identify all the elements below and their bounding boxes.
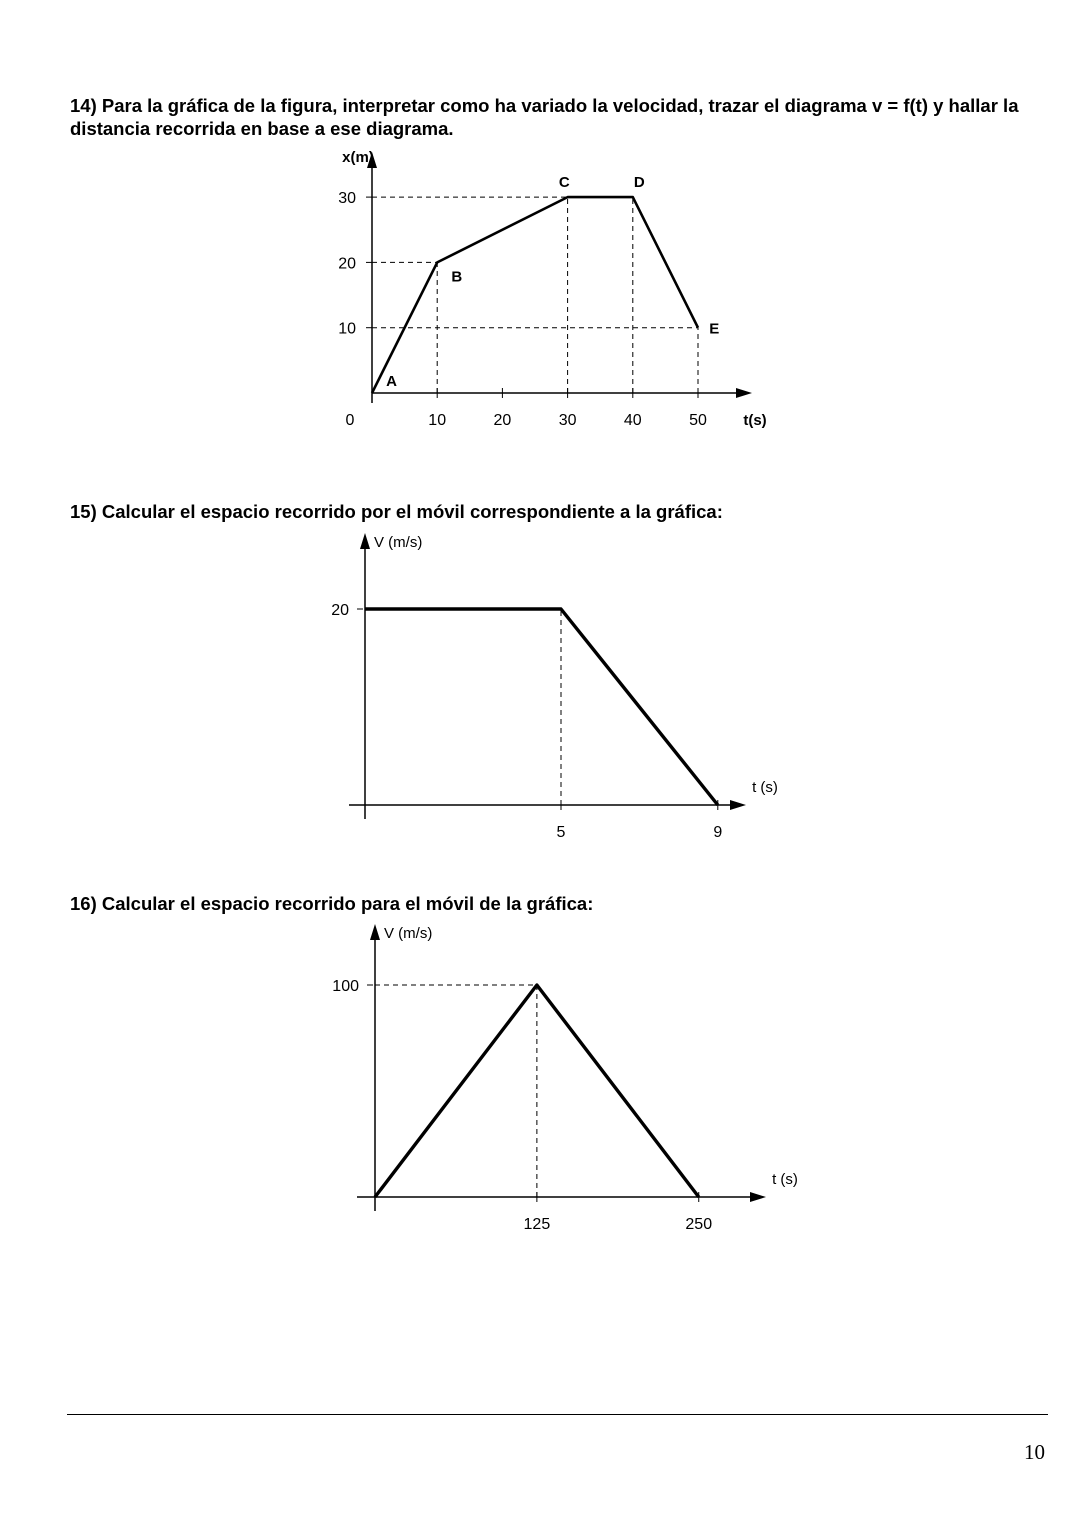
y-tick-label: 10 [338,320,356,338]
problem-16-statement: 16) Calcular el espacio recorrido para el móvil de la gráfica: [70,893,594,914]
y-axis-label: x(m) [342,149,374,166]
x-tick-label: 20 [493,412,512,429]
y-tick-label: 30 [338,190,356,208]
x-tick-label: 9 [713,824,723,841]
y-axis-arrow [370,924,380,940]
point-label: A [386,372,397,390]
y-tick-label: 20 [338,255,356,273]
x-tick-label: 50 [689,412,707,429]
problem-14-statement: 14) Para la gráfica de la figura, interpretar como ha variado la velocidad, trazar el diagrama v = f(t) y hallar la distancia recorrida en base a ese diagrama. [70,95,1019,139]
x-axis-label: t (s) [752,779,778,796]
x-tick-label: 5 [556,824,566,841]
y-tick-label: 20 [331,602,349,619]
x-tick-label: 30 [558,412,577,429]
x-axis-label: t(s) [743,412,767,429]
y-axis-label: V (m/s) [384,925,433,942]
origin-label: 0 [345,412,355,429]
y-axis-label: V (m/s) [374,534,423,551]
x-axis-label: t (s) [772,1171,798,1188]
page-number: 10 [1024,1440,1045,1464]
x-tick-label: 125 [523,1216,551,1233]
point-label: E [709,320,720,338]
y-tick-label: 100 [332,978,359,995]
problem-15-statement: 15) Calcular el espacio recorrido por el móvil correspondiente a la gráfica: [70,501,723,522]
x-tick-label: 40 [623,412,642,429]
footer-divider [67,1414,1048,1415]
x-tick-label: 10 [428,412,447,429]
point-label: D [633,173,645,191]
x-tick-label: 250 [685,1216,713,1233]
x-axis-arrow [750,1192,766,1202]
point-label: B [451,268,463,286]
point-label: C [558,173,570,191]
